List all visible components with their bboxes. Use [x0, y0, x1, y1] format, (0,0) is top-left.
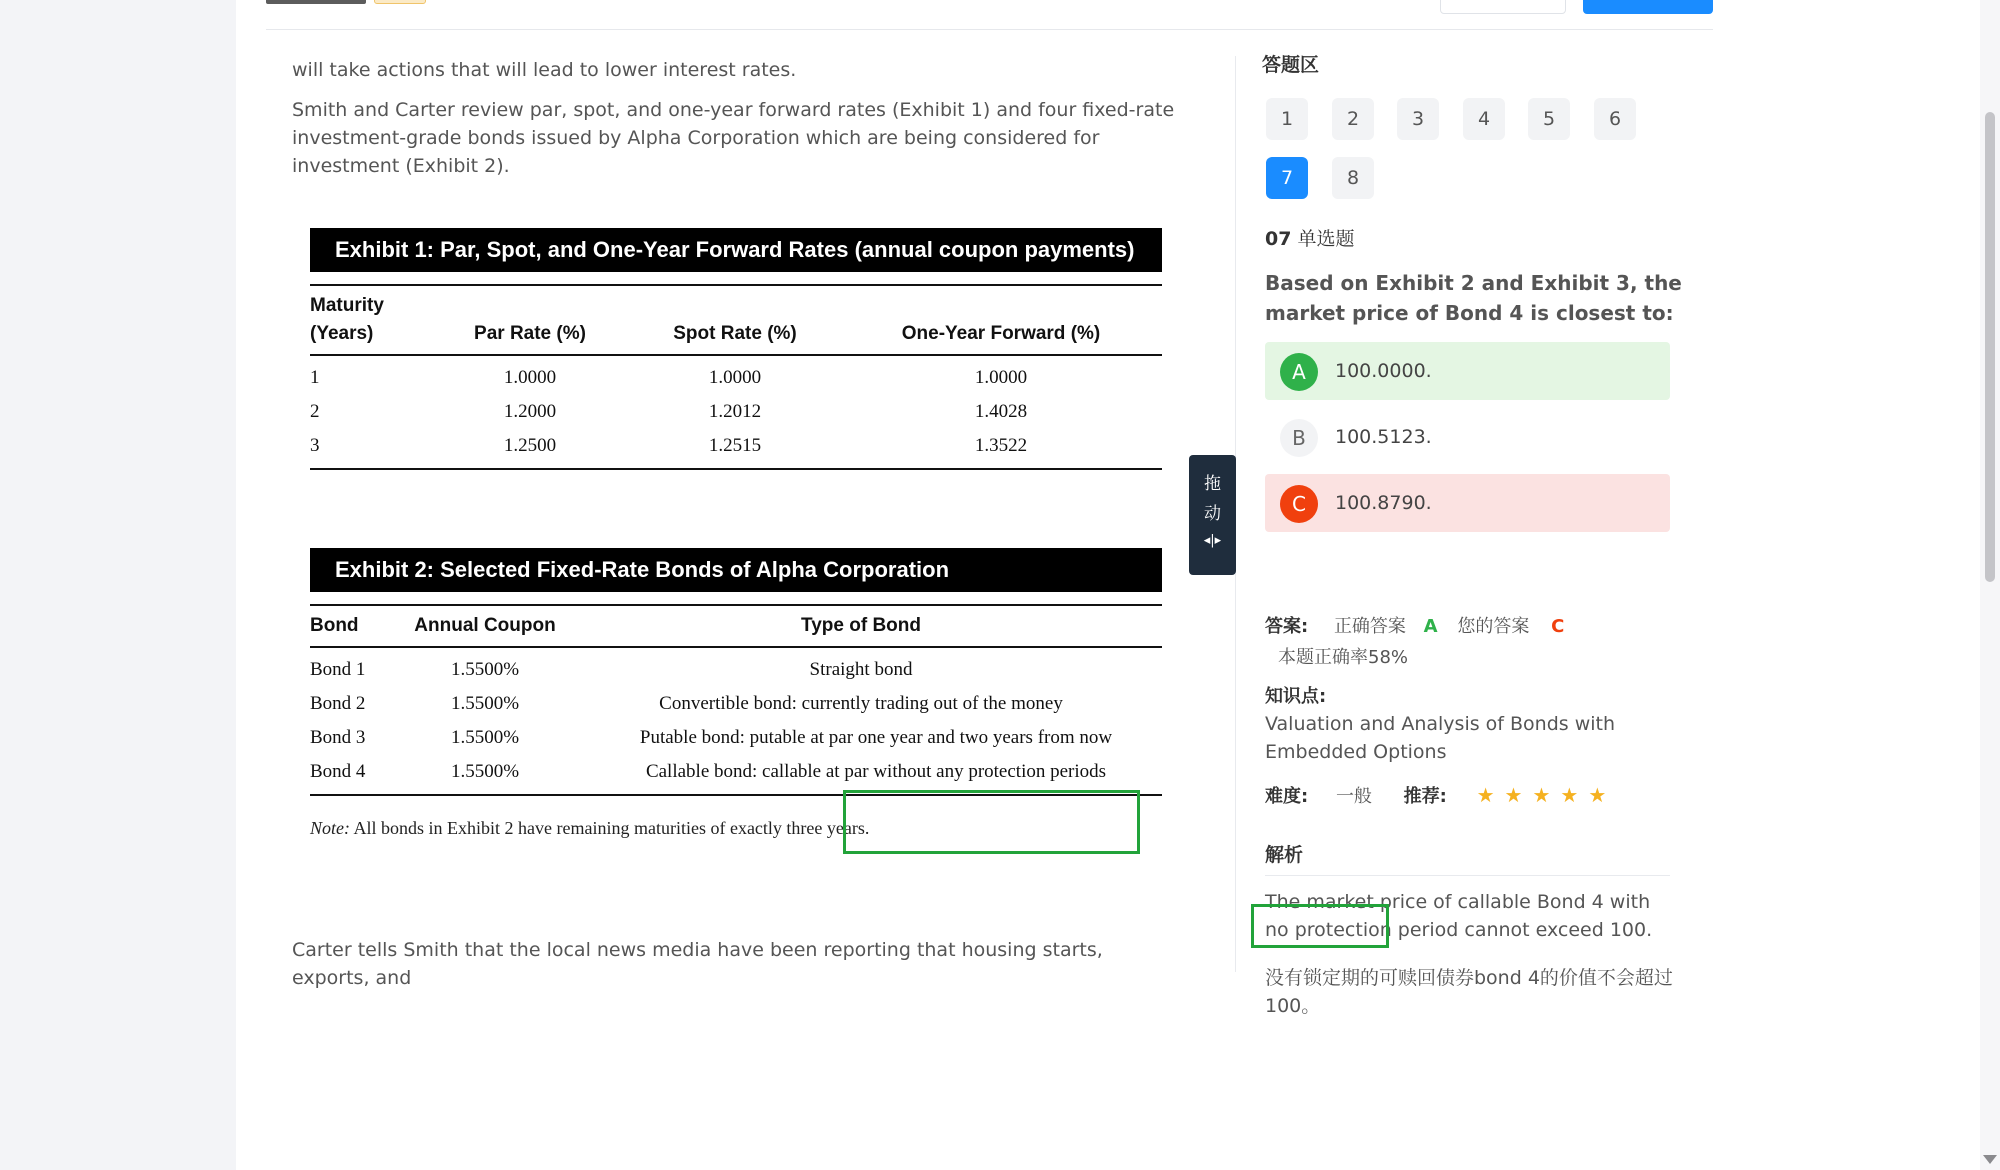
top-toolbar [266, 0, 1713, 30]
article-paragraph: Smith and Carter review par, spot, and one-year forward rates (Exhibit 1) and four fixed-rate investment-grade bonds issued by Alpha Corporation which are being considered for investment (Exhibit 2). [292, 99, 1175, 177]
article-paragraph: Carter tells Smith that the local news media have been reporting that housing starts, exports, and [292, 939, 1103, 989]
table-cell: Putable bond: putable at par one year and two years from now [639, 727, 1113, 748]
answer-area [1262, 50, 1682, 1017]
option-b[interactable] [1265, 408, 1670, 466]
table-cell: 1.2012 [708, 401, 762, 422]
question-text: Based on Exhibit 2 and Exhibit 3, the market price of Bond 4 is closest to: [1265, 271, 1682, 325]
table-cell: 1.5500% [450, 659, 520, 680]
scrollbar[interactable] [1980, 0, 2000, 1170]
exhibit-1-table [310, 284, 1162, 470]
option-text: 100.0000. [1335, 360, 1432, 382]
table-row [310, 647, 1162, 687]
note-label: Note: [310, 818, 350, 838]
table-cell: 1.3522 [974, 435, 1028, 456]
status-tag [374, 0, 426, 4]
table-row [310, 721, 1162, 755]
drag-label: 动 [1204, 504, 1221, 524]
option-text: 100.5123. [1335, 426, 1432, 448]
column-header: Par Rate (%) [430, 285, 630, 355]
explanation-title: 解析 [1265, 840, 1670, 876]
question-type-label: 单选题 [1297, 228, 1355, 250]
difficulty-label: 难度: [1265, 786, 1309, 807]
table-cell: 1 [310, 367, 320, 388]
question-number-button[interactable]: 4 [1463, 98, 1505, 140]
column-header: One-Year Forward (%) [840, 285, 1162, 355]
column-header: Type of Bond [560, 605, 1162, 647]
table-cell: 2 [310, 401, 320, 422]
question-number-button-active[interactable]: 7 [1266, 157, 1308, 199]
table-cell: Bond 1 [310, 659, 366, 680]
column-header: Spot Rate (%) [630, 285, 840, 355]
toolbar-primary-button[interactable] [1583, 0, 1713, 14]
table-cell: 1.5500% [450, 727, 520, 748]
table-cell: 1.0000 [503, 367, 557, 388]
exhibit-2 [310, 548, 1162, 842]
column-header: Bond [310, 605, 410, 647]
table-row [310, 687, 1162, 721]
table-cell: 1.4028 [974, 401, 1028, 422]
table-cell: Bond 3 [310, 727, 366, 748]
explanation-chinese: 没有锁定期的可赎回债券bond 4的价值不会超过100。 [1265, 967, 1673, 1017]
table-cell: 1.2000 [503, 401, 557, 422]
exhibit-2-note [310, 814, 1162, 842]
table-cell: 1.2515 [708, 435, 762, 456]
scrollbar-thumb[interactable] [1985, 112, 1995, 582]
question-number-button[interactable]: 6 [1594, 98, 1636, 140]
table-cell: 1.0000 [974, 367, 1028, 388]
explanation-english: The market price of callable Bond 4 with no protection period cannot exceed 100. [1265, 891, 1653, 941]
knowledge-point-value: Valuation and Analysis of Bonds with Embedded Options [1265, 713, 1616, 763]
exhibit-1 [310, 228, 1162, 470]
split-arrows-icon: ◂|▸ [1203, 533, 1222, 548]
article-pane [292, 56, 1182, 989]
column-header: Annual Coupon [410, 605, 560, 647]
scroll-down-arrow-icon[interactable] [1983, 1155, 1997, 1164]
difficulty-row [1265, 782, 1616, 808]
question-number-button[interactable]: 1 [1266, 98, 1308, 140]
exhibit-2-table [310, 604, 1162, 796]
table-cell: Straight bond [809, 659, 913, 680]
drag-handle[interactable] [1189, 455, 1236, 575]
star-rating-icon: ★★★★★ [1476, 783, 1617, 807]
difficulty-value: 一般 [1335, 786, 1372, 807]
option-letter: A [1280, 353, 1318, 391]
table-cell: 3 [310, 435, 320, 456]
your-answer-value: C [1551, 616, 1565, 637]
table-row [310, 355, 1162, 395]
accuracy-rate: 本题正确率58% [1278, 647, 1409, 668]
column-header: Maturity (Years) [310, 285, 430, 355]
answer-area-title: 答题区 [1262, 54, 1320, 76]
your-answer-label: 您的答案 [1457, 616, 1530, 637]
option-c[interactable] [1265, 474, 1670, 532]
exhibit-1-title: Exhibit 1: Par, Spot, and One-Year Forward Rates (annual coupon payments) [310, 228, 1162, 272]
table-cell: Bond 4 [310, 761, 366, 782]
table-cell: 1.0000 [708, 367, 762, 388]
note-text: All bonds in Exhibit 2 have remaining maturities of exactly three years. [353, 818, 870, 838]
article-paragraph: will take actions that will lead to lower interest rates. [292, 59, 797, 81]
recommend-label: 推荐: [1403, 786, 1447, 807]
option-letter: C [1280, 485, 1318, 523]
table-cell: Bond 2 [310, 693, 366, 714]
correct-answer-label: 正确答案 [1333, 616, 1406, 637]
option-letter: B [1280, 419, 1318, 457]
knowledge-point-label: 知识点: [1265, 686, 1327, 707]
table-cell: Convertible bond: currently trading out of the money [659, 693, 1063, 714]
table-row [310, 429, 1162, 469]
table-cell: 1.5500% [450, 761, 520, 782]
exhibit-2-title: Exhibit 2: Selected Fixed-Rate Bonds of Alpha Corporation [310, 548, 1162, 592]
option-a[interactable] [1265, 342, 1670, 400]
option-text: 100.8790. [1335, 492, 1432, 514]
table-row [310, 755, 1162, 795]
question-number-button[interactable]: 5 [1528, 98, 1570, 140]
correct-answer-value: A [1423, 616, 1438, 637]
question-number-button[interactable]: 2 [1332, 98, 1374, 140]
question-index: 07 [1265, 228, 1292, 250]
page-title-cut [266, 0, 366, 4]
question-number-button[interactable]: 3 [1397, 98, 1439, 140]
drag-label: 拖 [1204, 474, 1221, 494]
table-row [310, 395, 1162, 429]
answer-label: 答案: [1265, 616, 1309, 637]
table-cell: 1.5500% [450, 693, 520, 714]
toolbar-secondary-button[interactable] [1440, 0, 1566, 14]
answer-summary [1265, 612, 1564, 638]
question-type [1265, 224, 1355, 251]
table-cell: 1.2500 [503, 435, 557, 456]
table-cell: Callable bond: callable at par without any protection periods [645, 761, 1107, 782]
question-number-button[interactable]: 8 [1332, 157, 1374, 199]
